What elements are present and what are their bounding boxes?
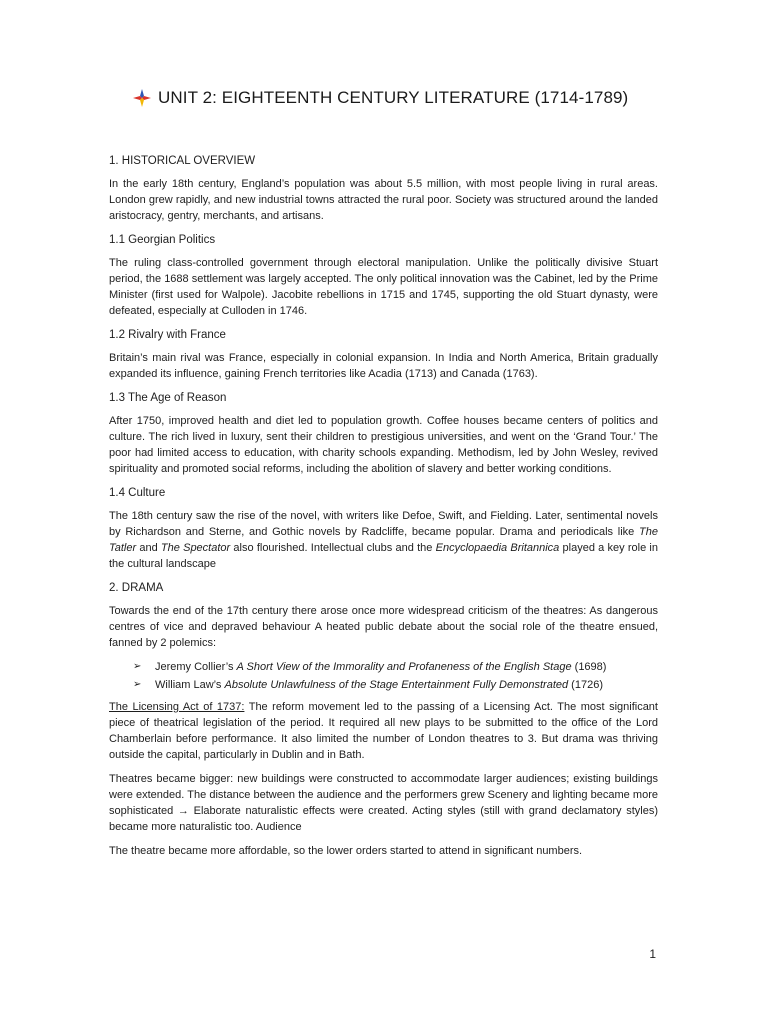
licensing-act-text: The reform movement led to the passing of a Licensing Act. The most significant piece of theatrical legislation of the period. It required all new plays to be submitted to the office of the Lord Chamberlain before performance. It also limited the number of London theatres to 3. But drama was thriving outside the capital, particularly in Dublin and in Bath. — [109, 701, 658, 761]
culture-text-c: also flourished. Intellectual clubs and the — [230, 542, 436, 554]
title-row — [132, 88, 628, 108]
culture-text-d: played a key role in the cultural landscape — [109, 542, 658, 570]
paragraph-historical-overview: In the early 18th century, England’s population was about 5.5 million, with most people living in rural areas. London grew rapidly, and new industrial towns attracted the rural poor. Society was structured around the landed aristocracy, gentry, merchants, and artisans. — [109, 178, 658, 222]
paragraph-culture — [109, 508, 658, 572]
document-body — [109, 153, 658, 867]
list-item — [133, 677, 658, 693]
culture-italic-spectator: The Spectator — [160, 542, 231, 554]
paragraph-rivalry-france: Britain’s main rival was France, especially in colonial expansion. In India and North America, Britain gradually expanded its influence, gaining French territories like Acadia (1713) and Canada (1763). — [109, 352, 658, 380]
bullet-year: (1726) — [568, 679, 603, 691]
licensing-act-label: The Licensing Act of 1737: — [109, 701, 245, 713]
culture-text-a: The 18th century saw the rise of the novel, with writers like Defoe, Swift, and Fielding. Later, sentimental novels by Richardson and Sterne, and Gothic novels by Radcliffe, became popular. Drama and periodicals like — [109, 510, 658, 538]
page-title: UNIT 2: EIGHTEENTH CENTURY LITERATURE (1714-1789) — [158, 88, 629, 107]
culture-italic-britannica: Encyclopaedia Britannica — [435, 542, 560, 554]
heading-drama: 2. DRAMA — [109, 582, 164, 594]
bullet-author: William Law’s — [155, 679, 225, 691]
heading-georgian-politics: 1.1 Georgian Politics — [109, 234, 216, 246]
list-item — [133, 659, 658, 675]
heading-rivalry-france: 1.2 Rivalry with France — [109, 329, 226, 341]
paragraph-theatre-affordable: The theatre became more affordable, so the lower orders started to attend in significant numbers. — [109, 845, 583, 857]
paragraph-licensing-act — [109, 699, 658, 763]
bullet-author: Jeremy Collier’s — [155, 661, 237, 673]
culture-text-b: and — [136, 542, 161, 554]
heading-age-of-reason: 1.3 The Age of Reason — [109, 392, 227, 404]
polemics-list — [109, 659, 658, 693]
page-number: 1 — [649, 947, 656, 961]
four-point-star-icon — [132, 88, 152, 108]
heading-culture: 1.4 Culture — [109, 487, 166, 499]
culture-italic-tatler: The Tatler — [109, 526, 658, 554]
paragraph-georgian-politics: The ruling class-controlled government through electoral manipulation. Unlike the politically divisive Stuart period, the 1688 settlement was largely accepted. The only political innovation was the Cabinet, led by the Prime Minister (first used for Walpole). Jacobite rebellions in 1715 and 1745, supporting the old Stuart dynasty, were defeated, especially at Culloden in 1746. — [109, 257, 658, 317]
paragraph-theatres-bigger: Theatres became bigger: new buildings were constructed to accommodate larger audiences; existing buildings were extended. The distance between the audience and the performers grew Scenery and lighting became more sophisticated → Elaborate naturalistic effects were created. Acting styles (still with grand declamatory styles) became more naturalistic too. Audience — [109, 773, 658, 833]
paragraph-age-of-reason: After 1750, improved health and diet led to population growth. Coffee houses became centers of politics and culture. The rich lived in luxury, sent their children to prestigious universities, and went on the ‘Grand Tour.’ The poor had limited access to education, with charity schools expanding. Methodism, led by John Wesley, revived spirituality and promoted social reforms, including the abolition of slavery and better working conditions. — [109, 415, 658, 475]
arrow-bullet-icon: ➢ — [133, 679, 142, 690]
bullet-work: A Short View of the Immorality and Profaneness of the English Stage — [236, 661, 572, 673]
paragraph-drama-intro: Towards the end of the 17th century there arose once more widespread criticism of the theatres: As dangerous centres of vice and depraved behaviour A heated public debate about the social role of the theatre ensued, fanned by 2 polemics: — [109, 605, 658, 649]
arrow-bullet-icon: ➢ — [133, 661, 142, 672]
heading-historical-overview: 1. HISTORICAL OVERVIEW — [109, 155, 256, 167]
bullet-work: Absolute Unlawfulness of the Stage Entertainment Fully Demonstrated — [224, 679, 569, 691]
bullet-year: (1698) — [571, 661, 607, 673]
